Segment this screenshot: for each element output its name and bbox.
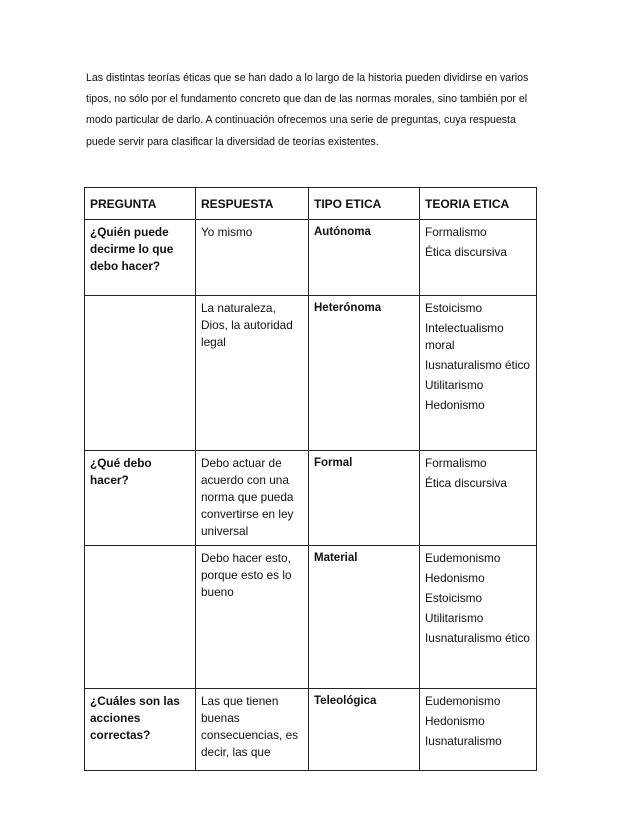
intro-paragraph xyxy=(86,68,556,153)
cell-teoria xyxy=(420,689,537,771)
cell-tipo: Teleológica xyxy=(309,689,420,771)
table-row xyxy=(85,296,537,451)
cell-respuesta: La naturaleza, Dios, la autoridad legal xyxy=(196,296,309,451)
teoria-item: Hedonismo xyxy=(425,398,485,412)
ethics-table xyxy=(84,187,537,771)
table-row xyxy=(85,546,537,689)
cell-tipo: Autónoma xyxy=(309,220,420,296)
intro-line: puede servir para clasificar la diversidad de teorías existentes. xyxy=(86,135,379,148)
cell-teoria xyxy=(420,451,537,546)
header-respuesta: RESPUESTA xyxy=(196,188,309,220)
intro-line: Las distintas teorías éticas que se han dado a lo largo de la historia pueden dividirse en varios xyxy=(86,72,529,84)
cell-teoria xyxy=(420,546,537,689)
header-pregunta: PREGUNTA xyxy=(85,188,196,220)
teoria-item: Intelectualismo moral xyxy=(425,321,504,352)
teoria-item: Estoicismo xyxy=(425,591,483,605)
cell-pregunta xyxy=(85,296,196,451)
teoria-item: Utilitarismo xyxy=(425,378,484,392)
cell-pregunta: ¿Quién puede decirme lo que debo hacer? xyxy=(85,220,196,296)
table-row xyxy=(85,220,537,296)
intro-line: modo particular de darlo. A continuación ofrecemos una serie de preguntas, cuya respuesta xyxy=(86,114,516,127)
table-header-row xyxy=(85,188,537,220)
teoria-item: Iusnaturalismo xyxy=(425,734,502,748)
table-row xyxy=(85,689,537,771)
teoria-item: Hedonismo xyxy=(425,714,485,728)
teoria-item: Hedonismo xyxy=(425,571,485,585)
teoria-item: Ética discursiva xyxy=(425,476,507,490)
cell-pregunta xyxy=(85,546,196,689)
intro-line: tipos, no sólo por el fundamento concreto que dan de las normas morales, sino también por el xyxy=(86,93,528,106)
teoria-item: Eudemonismo xyxy=(425,694,501,708)
cell-tipo: Material xyxy=(309,546,420,689)
table-row xyxy=(85,451,537,546)
cell-teoria xyxy=(420,220,537,296)
cell-respuesta: Yo mismo xyxy=(196,220,309,296)
cell-respuesta: Debo actuar de acuerdo con una norma que pueda convertirse en ley universal xyxy=(196,451,309,546)
teoria-item: Utilitarismo xyxy=(425,611,484,625)
teoria-item: Estoicismo xyxy=(425,301,483,315)
cell-respuesta: Debo hacer esto, porque esto es lo bueno xyxy=(196,546,309,689)
cell-respuesta: Las que tienen buenas consecuencias, es decir, las que xyxy=(196,689,309,771)
cell-pregunta: ¿Qué debo hacer? xyxy=(85,451,196,546)
teoria-item: Iusnaturalismo ético xyxy=(425,358,530,372)
teoria-item: Formalismo xyxy=(425,225,487,239)
cell-teoria xyxy=(420,296,537,451)
header-tipo-etica: TIPO ETICA xyxy=(309,188,420,220)
teoria-item: Ética discursiva xyxy=(425,245,507,259)
cell-tipo: Formal xyxy=(309,451,420,546)
cell-tipo: Heterónoma xyxy=(309,296,420,451)
teoria-item: Iusnaturalismo ético xyxy=(425,631,530,645)
header-teoria-etica: TEORIA ETICA xyxy=(420,188,537,220)
cell-pregunta: ¿Cuáles son las acciones correctas? xyxy=(85,689,196,771)
teoria-item: Formalismo xyxy=(425,456,487,470)
teoria-item: Eudemonismo xyxy=(425,551,501,565)
